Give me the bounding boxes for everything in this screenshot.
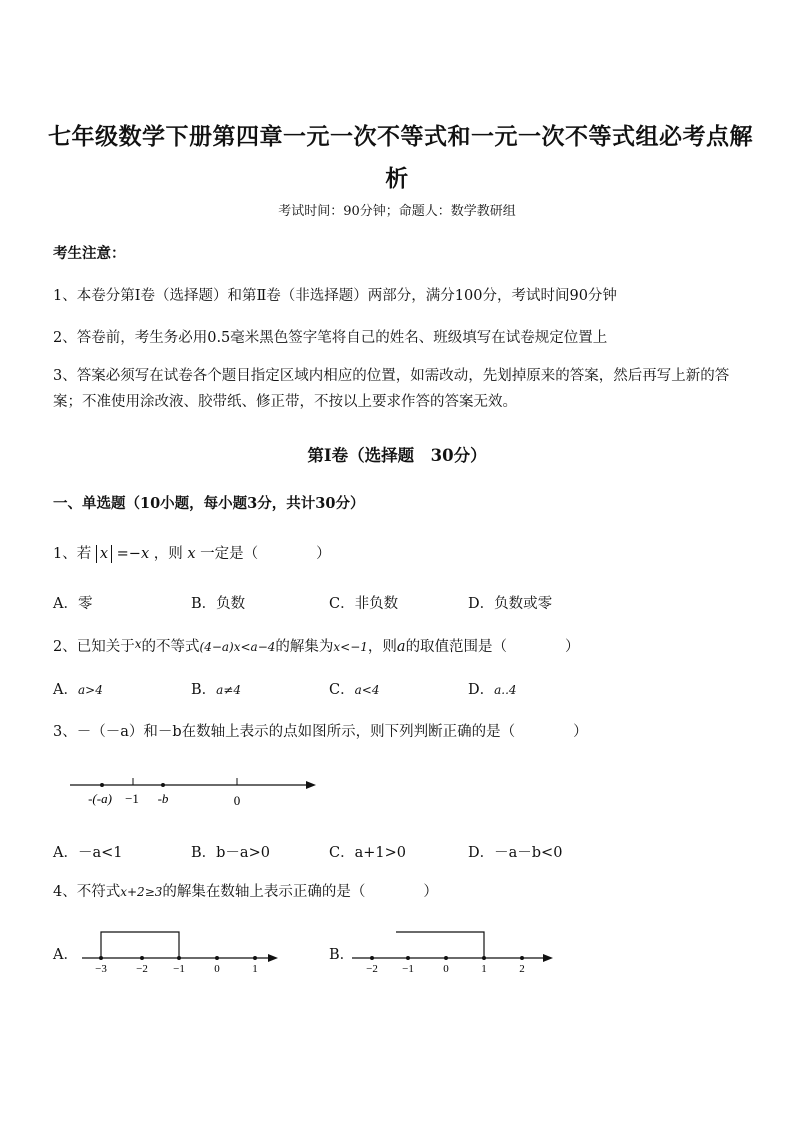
q2-option-d-math: a..4 [494,683,517,697]
q2-option-c-math: a<4 [354,683,380,697]
q4-inequality: x+2≥3 [120,885,163,899]
q3-label-neg-neg-a: -(-a) [88,791,112,806]
q3-point-neg-b [161,783,165,787]
q2-solution: x<−1 [333,640,368,654]
question-2-stem [53,635,580,656]
q4b-label: 2 [519,963,525,975]
notice-item: 1、本卷分第Ⅰ卷（选择题）和第Ⅱ卷（非选择题）两部分，满分100分，考试时间90分钟 [53,288,617,304]
q2-mid1: 的不等式 [141,639,200,655]
q2-option-b-math: a≠4 [216,683,241,697]
q1-equation: =−x [116,546,150,562]
q2-option-a[interactable] [53,678,103,699]
q1-option-a[interactable]: A．零 [53,596,93,612]
q4a-tick [177,956,181,960]
q1-absolute-value [96,546,112,562]
q3-option-c[interactable]: C．a+1>0 [329,845,406,861]
q4b-tick [406,956,410,960]
q4b-label: 1 [481,963,487,975]
q2-prefix: 2、已知关于 [53,639,135,655]
q3-option-a[interactable]: A．－a<1 [53,845,123,861]
q4b-tick [444,956,448,960]
q2-option-b[interactable] [191,678,241,699]
q2-mid3: ，则 [367,639,397,655]
q4-prefix: 4、不符式 [53,884,121,900]
q4a-label: −2 [136,963,148,975]
q2-option-c-label: C． [329,682,355,698]
q4-number-line-b [347,926,562,976]
q2-option-d[interactable] [468,678,517,699]
q1-mid: ，则 [153,546,183,562]
q1-suffix: 一定是（ ） [200,546,331,562]
q3-number-line [60,768,330,816]
q4-suffix: 的解集在数轴上表示正确的是（ ） [162,884,438,900]
q3-label-0: 0 [233,793,241,808]
q4a-label: −1 [173,963,185,975]
notice-heading: 考生注意： [53,245,126,262]
question-3-stem: 3、－（－a）和－b在数轴上表示的点如图所示，则下列判断正确的是（ ） [53,724,588,740]
q4b-solution-bracket [396,932,484,958]
q4a-label: −3 [95,963,107,975]
exam-info: 考试时间：90分钟；命题人：数学教研组 [278,204,516,219]
q3-option-b[interactable]: B．b－a>0 [191,845,270,861]
question-4-stem [53,880,438,901]
q2-var-x: x [134,637,142,651]
q1-option-b[interactable]: B．负数 [191,596,246,612]
q2-option-a-label: A． [53,682,78,698]
page-title-continued: 析 [385,165,409,192]
q3-point-neg-neg-a [100,783,104,787]
q4a-tick [253,956,257,960]
q2-option-d-label: D． [468,682,495,698]
part-heading: 一、单选题（10小题，每小题3分，共计30分） [53,495,365,512]
page-title: 七年级数学下册第四章一元一次不等式和一元一次不等式组必考点解 [48,123,753,150]
q3-axis-arrow [306,781,316,789]
q4a-solution-bracket [101,932,179,958]
q2-suffix: 的取值范围是（ ） [405,639,580,655]
q2-inequality: (4−a)x<a−4 [199,640,276,654]
q4b-tick [482,956,486,960]
q1-prefix: 1、若 [53,546,92,562]
q4a-tick [140,956,144,960]
q4a-axis-arrow [268,954,278,962]
q2-option-b-label: B． [191,682,217,698]
q4b-axis-arrow [543,954,553,962]
abs-bar-left [96,545,97,563]
q4a-label: 0 [214,963,220,975]
q4b-label: 0 [443,963,449,975]
q4a-label: 1 [252,963,258,975]
abs-bar-right [111,545,112,563]
section-title: 第Ⅰ卷（选择题 30分） [307,446,487,465]
q1-var-x2: x [187,546,196,562]
q4b-label: −1 [402,963,414,975]
q4-option-a[interactable]: A． [53,947,78,963]
q1-option-d[interactable]: D．负数或零 [468,596,553,612]
question-1-stem [53,542,331,563]
q4a-tick [215,956,219,960]
q1-var-x: x [99,546,109,562]
q4-number-line-a [72,926,287,976]
q2-option-c[interactable] [329,678,379,699]
q4b-tick [520,956,524,960]
q4a-tick [99,956,103,960]
q4-option-b[interactable]: B． [329,947,355,963]
q4b-label: −2 [366,963,378,975]
q3-label-neg-b: -b [157,791,169,806]
q4b-tick [370,956,374,960]
q2-mid2: 的解集为 [275,639,334,655]
notice-item: 2、答卷前，考生务必用0.5毫米黑色签字笔将自己的姓名、班级填写在试卷规定位置上 [53,330,608,346]
q2-option-a-math: a>4 [77,683,103,697]
q1-option-c[interactable]: C．非负数 [329,596,399,612]
q2-var-a: a [396,639,406,655]
q3-label-neg1: −1 [125,791,139,806]
notice-item: 3、答案必须写在试卷各个题目指定区域内相应的位置，如需改动，先划掉原来的答案，然后再写上新的答案；不准使用涂改液、胶带纸、修正带，不按以上要求作答的答案无效。 [53,368,730,410]
q3-option-d[interactable]: D．－a－b<0 [468,845,563,861]
